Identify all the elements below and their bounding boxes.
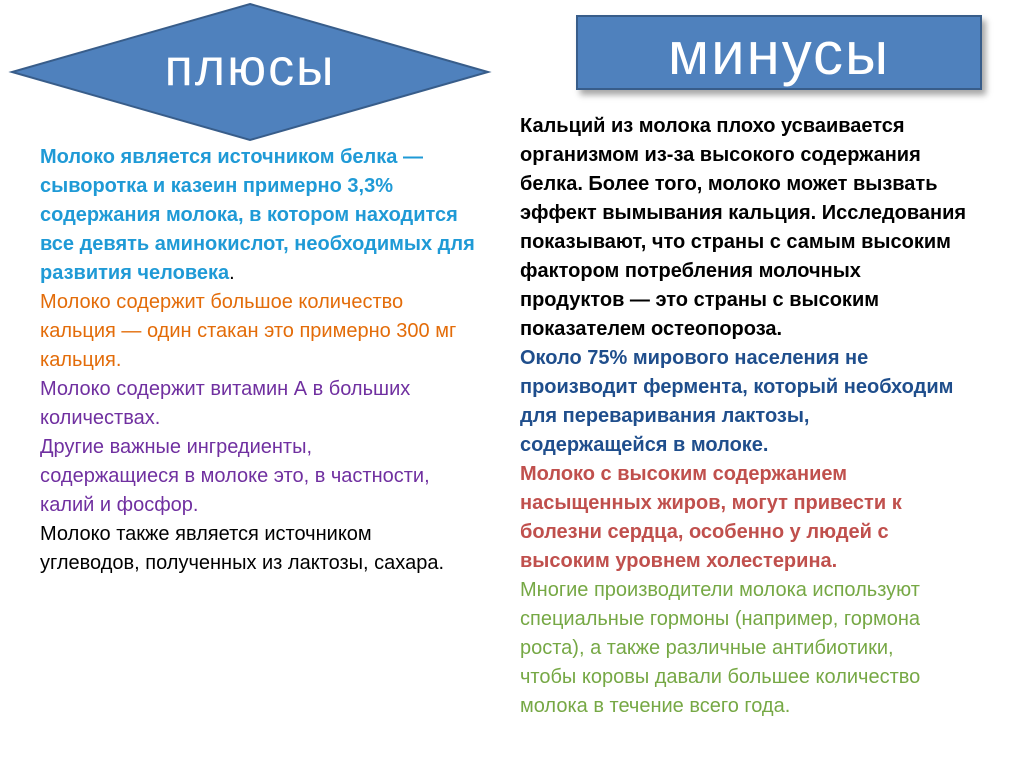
plus-line bbox=[40, 404, 520, 433]
minus-line bbox=[520, 344, 1015, 373]
minus-line bbox=[520, 112, 1015, 141]
minus-line bbox=[520, 460, 1015, 489]
minus-line bbox=[520, 257, 1015, 286]
minus-line bbox=[520, 199, 1015, 228]
plus-line bbox=[40, 172, 520, 201]
minus-line-text: продуктов — это страны с высоким bbox=[520, 289, 880, 311]
plus-line bbox=[40, 491, 520, 520]
minus-line-text: Молоко с высоким содержанием bbox=[520, 463, 848, 485]
plus-line-text: сыворотка и казеин примерно 3,3% bbox=[40, 175, 393, 197]
plus-line bbox=[40, 462, 520, 491]
plus-line-text: Молоко содержит витамин А в больших bbox=[40, 378, 411, 400]
minus-heading-box bbox=[576, 15, 982, 90]
minus-line-text: чтобы коровы давали большее количество bbox=[520, 666, 921, 688]
plus-line-text: Другие важные ингредиенты, bbox=[40, 436, 313, 458]
minus-line bbox=[520, 576, 1015, 605]
minus-line bbox=[520, 634, 1015, 663]
plus-line-text: количествах. bbox=[40, 407, 161, 429]
minus-line bbox=[520, 402, 1015, 431]
minus-line-text: эффект вымывания кальция. Исследования bbox=[520, 202, 967, 224]
minus-line bbox=[520, 228, 1015, 257]
minus-text-block bbox=[520, 112, 1015, 721]
minus-line bbox=[520, 431, 1015, 460]
minus-line-text: для переваривания лактозы, bbox=[520, 405, 810, 427]
minus-line-text: болезни сердца, особенно у людей с bbox=[520, 521, 889, 543]
minus-heading: минусы bbox=[667, 20, 891, 87]
plus-line-text: развития человека bbox=[40, 262, 230, 284]
minus-line bbox=[520, 547, 1015, 576]
minus-line-text: роста), а также различные антибиотики, bbox=[520, 637, 894, 659]
plus-line bbox=[40, 520, 520, 549]
minus-line-text: организмом из-за высокого содержания bbox=[520, 144, 921, 166]
minus-line-text: белка. Более того, молоко может вызвать bbox=[520, 173, 938, 195]
plus-line-text: углеводов, полученных из лактозы, сахара. bbox=[40, 552, 444, 574]
plus-line bbox=[40, 201, 520, 230]
plus-line-text: калий и фосфор. bbox=[40, 494, 199, 516]
minus-line-text: молока в течение всего года. bbox=[520, 695, 791, 717]
minus-line bbox=[520, 170, 1015, 199]
plus-line bbox=[40, 259, 520, 288]
plus-line bbox=[40, 375, 520, 404]
minus-line-text: Около 75% мирового населения не bbox=[520, 347, 869, 369]
plus-line bbox=[40, 143, 520, 172]
minus-line-text: Кальций из молока плохо усваивается bbox=[520, 115, 905, 137]
plus-line-text: содержащиеся в молоке это, в частности, bbox=[40, 465, 430, 487]
minus-line-text: показателем остеопороза. bbox=[520, 318, 783, 340]
plus-line-text: кальция — один стакан это примерно 300 мг bbox=[40, 320, 457, 342]
minus-line bbox=[520, 315, 1015, 344]
minus-line-text: Многие производители молока используют bbox=[520, 579, 920, 601]
plus-line-text: Молоко является источником белка — bbox=[40, 146, 423, 168]
plus-heading: плюсы bbox=[164, 39, 336, 97]
plus-line-text: кальция. bbox=[40, 349, 122, 371]
minus-line-text: показывают, что страны с самым высоким bbox=[520, 231, 951, 253]
minus-line bbox=[520, 286, 1015, 315]
plus-line bbox=[40, 549, 520, 578]
plus-line bbox=[40, 288, 520, 317]
plus-line bbox=[40, 433, 520, 462]
plus-line-text: все девять аминокислот, необходимых для bbox=[40, 233, 475, 255]
minus-line bbox=[520, 692, 1015, 721]
plus-text-block bbox=[40, 143, 520, 578]
minus-line-text: высоким уровнем холестерина. bbox=[520, 550, 838, 572]
minus-line bbox=[520, 663, 1015, 692]
plus-line-text: содержания молока, в котором находится bbox=[40, 204, 458, 226]
plus-line-text: Молоко содержит большое количество bbox=[40, 291, 404, 313]
plus-line bbox=[40, 230, 520, 259]
plus-line bbox=[40, 346, 520, 375]
minus-line-text: насыщенных жиров, могут привести к bbox=[520, 492, 902, 514]
minus-line-text: специальные гормоны (например, гормона bbox=[520, 608, 921, 630]
minus-line bbox=[520, 373, 1015, 402]
plus-line bbox=[40, 317, 520, 346]
minus-line-text: фактором потребления молочных bbox=[520, 260, 861, 282]
plus-line-text: Молоко также является источником bbox=[40, 523, 372, 545]
minus-line-text: производит фермента, который необходим bbox=[520, 376, 954, 398]
plus-line-suffix: . bbox=[229, 262, 235, 284]
minus-line-text: содержащейся в молоке. bbox=[520, 434, 769, 456]
minus-line bbox=[520, 518, 1015, 547]
minus-line bbox=[520, 489, 1015, 518]
minus-line bbox=[520, 141, 1015, 170]
minus-line bbox=[520, 605, 1015, 634]
